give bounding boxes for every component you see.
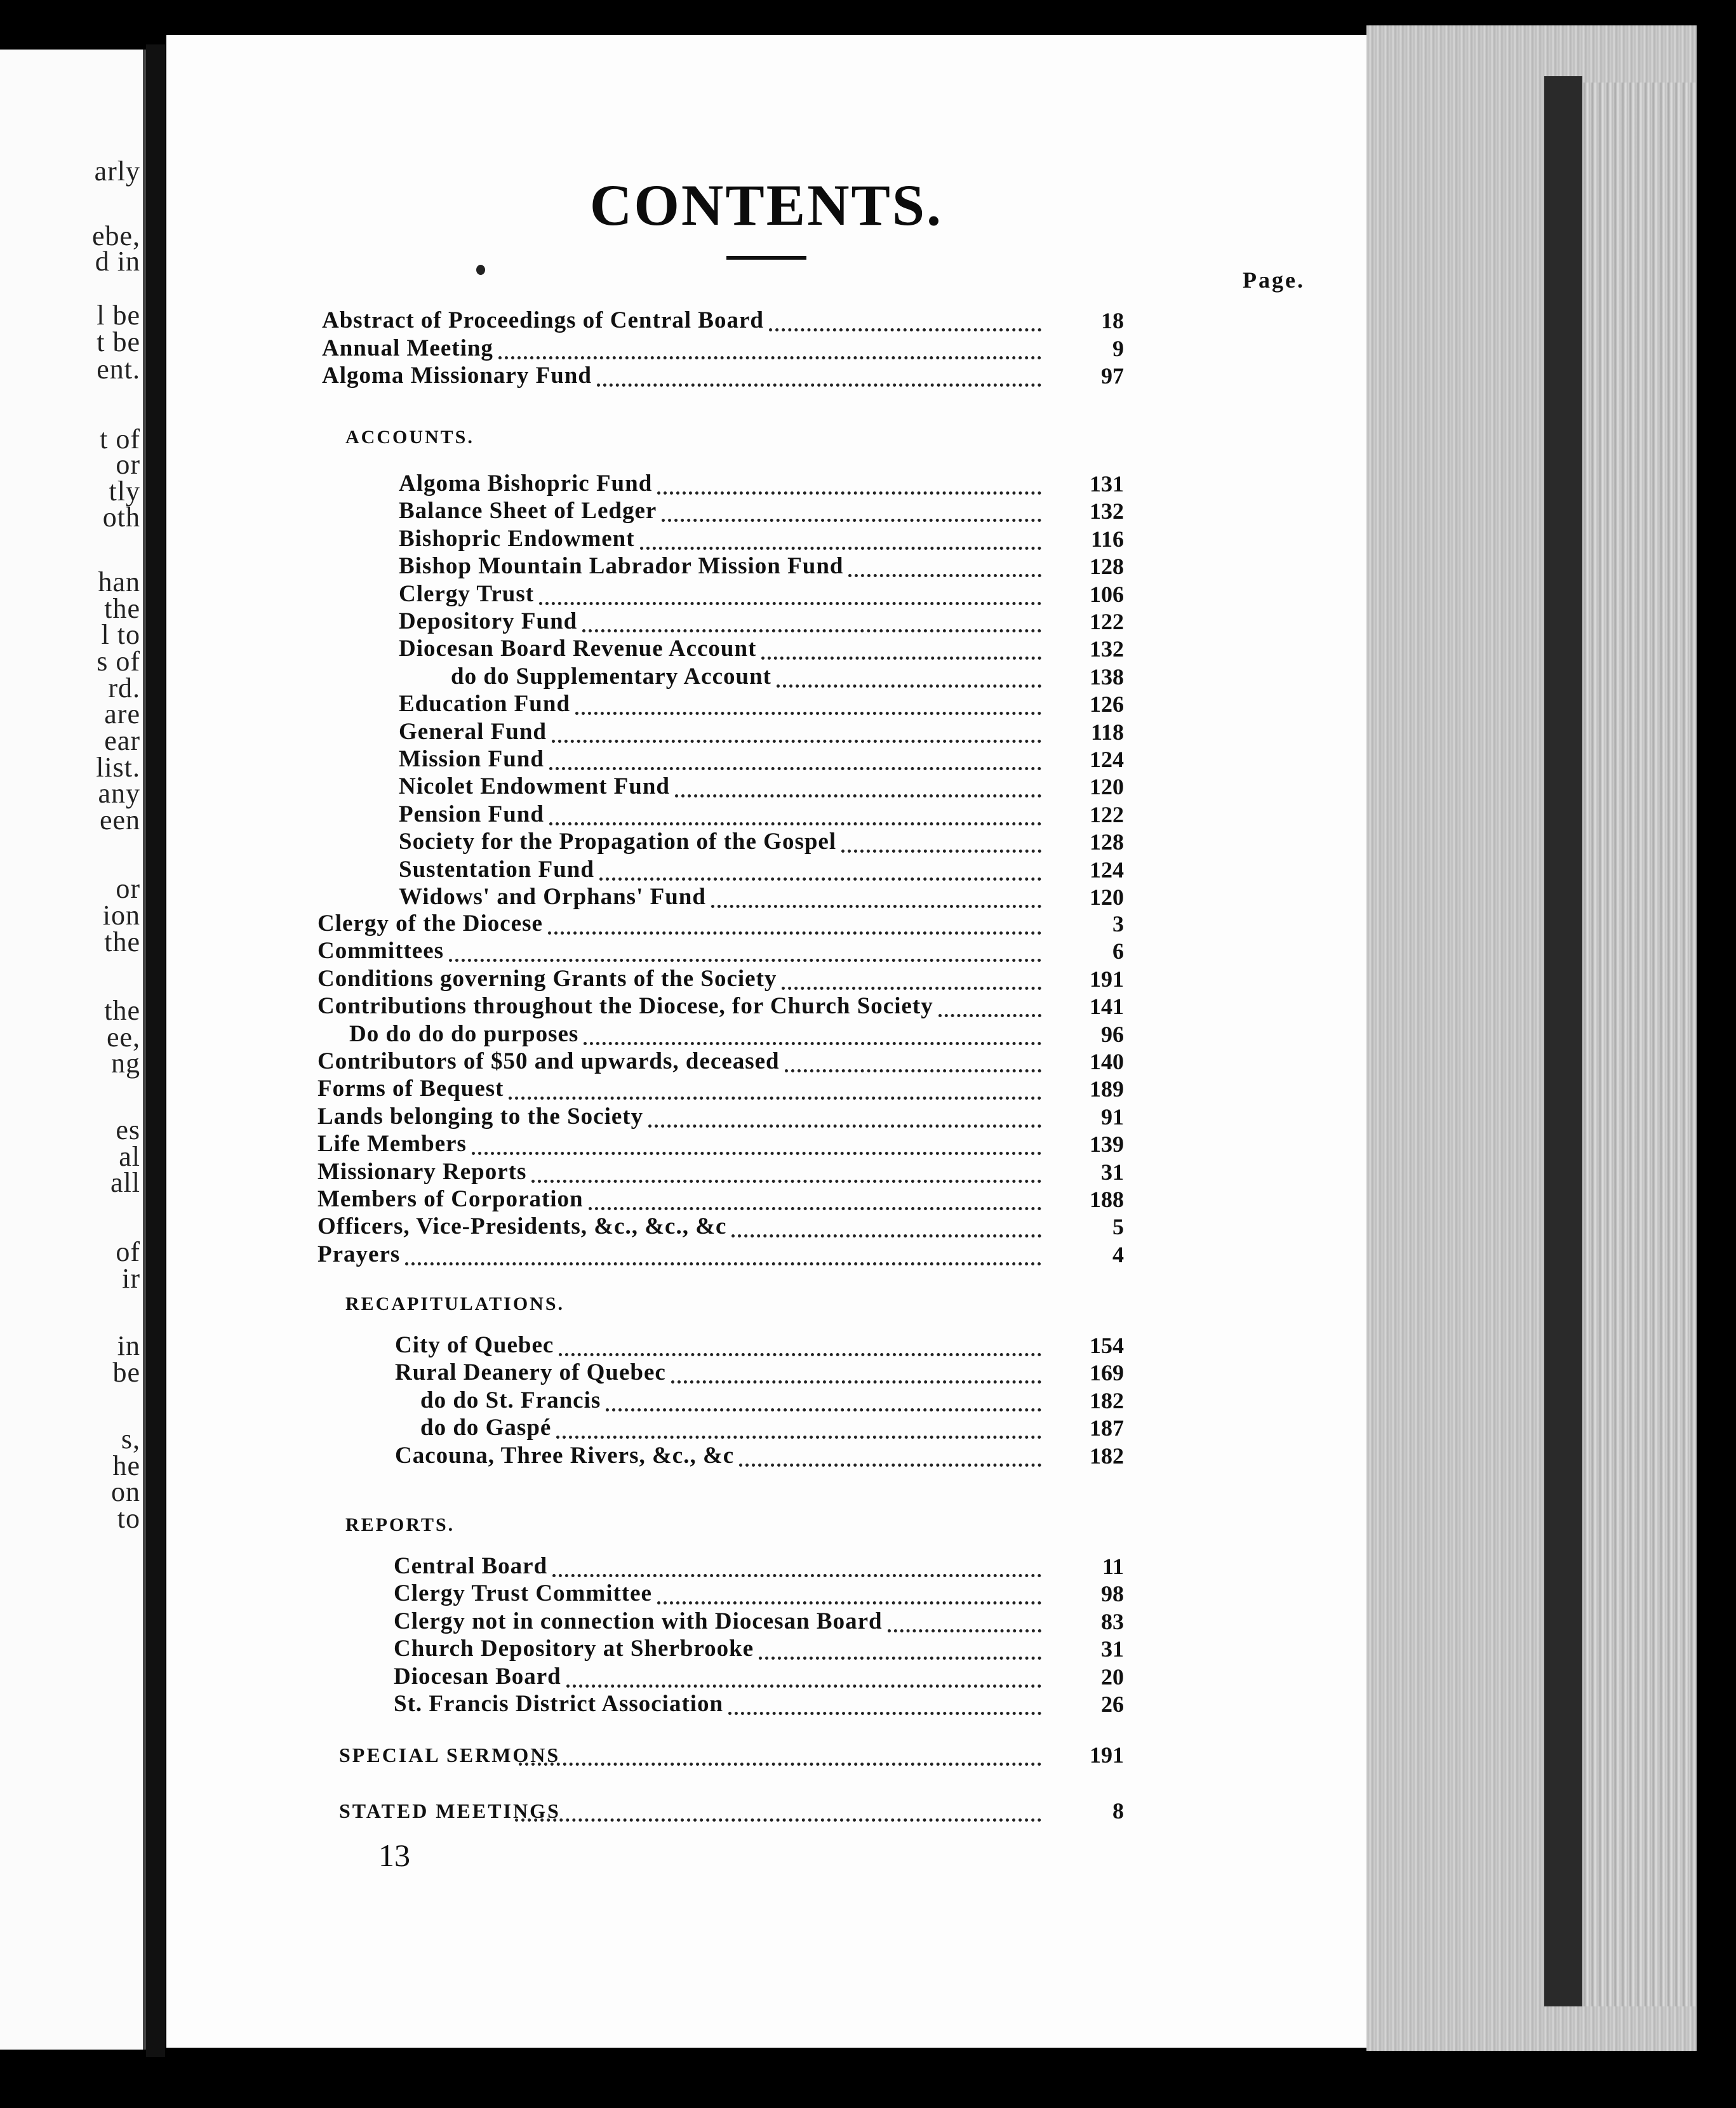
entry-label: City of Quebec [395, 1332, 554, 1358]
dot-leader [599, 874, 1041, 881]
contents-entry [399, 690, 1124, 718]
entry-page-number: 132 [1090, 498, 1124, 524]
dot-leader [769, 324, 1041, 331]
contents-entry [394, 1663, 1124, 1691]
left-page-text-fragment: s, [121, 1424, 140, 1455]
contents-entry [317, 1213, 1124, 1241]
entry-page-number: 4 [1112, 1241, 1124, 1267]
dot-leader [739, 1460, 1041, 1467]
entry-label: Diocesan Board [394, 1663, 561, 1690]
book-back-edges [1582, 83, 1697, 2006]
dot-leader [556, 1432, 1041, 1439]
entry-label: Algoma Missionary Fund [322, 363, 592, 389]
contents-entry [399, 773, 1124, 801]
entry-label: Bishopric Endowment [399, 525, 635, 552]
accounts-heading: ACCOUNTS. [345, 427, 474, 448]
left-page-text-fragment: t be [97, 326, 140, 357]
contents-entry [339, 1797, 1124, 1825]
contents-entry [339, 1741, 1124, 1769]
left-page-text-fragment: ent. [97, 354, 140, 385]
entry-page-number: 138 [1090, 664, 1124, 690]
dot-leader [549, 763, 1041, 770]
contents-entry [394, 1635, 1124, 1663]
dot-leader [759, 1653, 1041, 1660]
dot-leader [549, 818, 1041, 825]
contents-entry [399, 608, 1124, 636]
entry-label: Depository Fund [399, 608, 578, 634]
entry-page-number: 96 [1101, 1021, 1124, 1047]
entry-label: Bishop Mountain Labrador Mission Fund [399, 553, 844, 580]
left-page-text-fragment: all [110, 1167, 140, 1198]
entry-page-number: 9 [1112, 336, 1124, 361]
entry-label: Society for the Propagation of the Gospel [399, 829, 837, 855]
contents-entry [399, 745, 1124, 773]
contents-entry [395, 1331, 1124, 1359]
contents-entry [420, 1414, 1124, 1442]
dot-leader [597, 380, 1041, 387]
contents-entry [399, 552, 1124, 580]
entry-label: Annual Meeting [322, 335, 493, 361]
left-page-text-fragment: s of [97, 646, 140, 677]
contents-entry [322, 362, 1124, 390]
entry-page-number: 20 [1101, 1664, 1124, 1690]
entry-label: Church Depository at Sherbrooke [394, 1636, 754, 1662]
contents-entry [420, 1387, 1124, 1415]
entry-label: do do Supplementary Account [451, 663, 771, 690]
left-page-text-fragment: the [104, 593, 140, 624]
entry-page-number: 106 [1090, 581, 1124, 607]
contents-entry [399, 635, 1124, 663]
entry-label: Contributions throughout the Diocese, for Church Society [317, 993, 933, 1020]
contents-entry [322, 307, 1124, 335]
recapitulations-heading: RECAPITULATIONS. [345, 1293, 564, 1314]
contents-entry [317, 1130, 1124, 1158]
entry-page-number: 124 [1090, 747, 1124, 772]
contents-entry [399, 525, 1124, 553]
left-page-text-fragment: een [99, 804, 140, 836]
left-page-text-fragment: of [116, 1236, 140, 1267]
left-page-text-fragment: han [98, 566, 140, 597]
dot-leader [498, 352, 1041, 359]
dot-leader [657, 488, 1041, 495]
ink-mark [476, 265, 485, 275]
page-number: 13 [378, 1838, 410, 1873]
contents-entry [317, 910, 1124, 938]
left-page-text-fragment: tly [109, 476, 140, 507]
entry-page-number: 139 [1090, 1131, 1124, 1157]
entry-page-number: 5 [1112, 1214, 1124, 1240]
dot-leader [671, 1377, 1041, 1384]
left-page-text-fragment: are [104, 698, 140, 730]
entry-page-number: 26 [1101, 1691, 1124, 1717]
left-page-text-fragment: oth [102, 502, 140, 533]
entry-page-number: 6 [1112, 938, 1124, 964]
entry-label: Members of Corporation [317, 1186, 584, 1212]
entry-page-number: 120 [1090, 884, 1124, 910]
entry-label: Committees [317, 938, 444, 964]
left-page-text-fragment: t of [100, 424, 140, 455]
contents-entry [399, 470, 1124, 498]
entry-page-number: 128 [1090, 554, 1124, 580]
entry-page-number: 118 [1090, 719, 1124, 745]
left-page-text-fragment: or [116, 873, 140, 904]
entry-page-number: 128 [1090, 829, 1124, 855]
entry-label: Diocesan Board Revenue Account [399, 636, 757, 662]
dot-leader [515, 1815, 1041, 1822]
entry-page-number: 3 [1112, 911, 1124, 937]
contents-entry [399, 856, 1124, 884]
entry-page-number: 31 [1101, 1159, 1124, 1185]
entry-page-number: 122 [1090, 801, 1124, 827]
dot-leader [531, 1176, 1041, 1183]
dot-leader [785, 1065, 1041, 1072]
left-page-text-fragment: ee, [106, 1022, 140, 1053]
dot-leader [761, 653, 1041, 660]
entry-label: Rural Deanery of Quebec [395, 1359, 666, 1386]
contents-entry [317, 992, 1124, 1020]
entry-page-number: 189 [1090, 1076, 1124, 1102]
entry-page-number: 98 [1101, 1581, 1124, 1607]
dot-leader [888, 1625, 1041, 1632]
entry-page-number: 141 [1090, 994, 1124, 1020]
left-page-text-fragment: ebe, [91, 220, 140, 251]
left-page-text-fragment: l be [97, 300, 140, 331]
entry-label: Conditions governing Grants of the Society [317, 965, 777, 992]
entry-label: Mission Fund [399, 746, 544, 772]
dot-leader [519, 1759, 1041, 1766]
left-page-text-fragment: ear [104, 725, 140, 756]
left-page-text-fragment: he [112, 1450, 140, 1481]
entry-page-number: 154 [1090, 1333, 1124, 1358]
contents-entry [395, 1442, 1124, 1470]
left-page-text-fragment: be [112, 1357, 140, 1388]
contents-entry [317, 1158, 1124, 1186]
entry-page-number: 122 [1090, 609, 1124, 634]
entry-label: Life Members [317, 1131, 467, 1157]
left-page-text-fragment: d in [95, 246, 140, 277]
contents-entry [399, 718, 1124, 746]
entry-page-number: 182 [1090, 1387, 1124, 1413]
entry-label: Cacouna, Three Rivers, &c., &c [395, 1442, 735, 1469]
left-page-text-fragment: the [104, 926, 140, 957]
entry-label: St. Francis District Association [394, 1691, 724, 1717]
contents-entry [317, 1103, 1124, 1131]
left-page-text-fragment: or [116, 449, 140, 480]
dot-leader [589, 1203, 1041, 1210]
entry-page-number: 83 [1101, 1608, 1124, 1634]
entry-label: Clergy not in connection with Diocesan Board [394, 1608, 883, 1634]
entry-label: Abstract of Proceedings of Central Board [322, 307, 764, 333]
contents-entry [394, 1552, 1124, 1580]
reports-heading: REPORTS. [345, 1514, 455, 1535]
entry-label: Do do do do purposes [349, 1020, 579, 1047]
left-page-text-fragment: es [116, 1114, 140, 1145]
contents-entry [317, 937, 1124, 965]
contents-entry [349, 1020, 1124, 1048]
entry-page-number: 191 [1090, 1742, 1124, 1768]
left-page-text-fragment: al [119, 1141, 140, 1172]
dot-leader [841, 846, 1041, 853]
left-page-text-fragment: ion [102, 900, 140, 931]
entry-page-number: 126 [1090, 691, 1124, 717]
left-page-text-fragment: any [98, 778, 140, 809]
entry-label: SPECIAL SERMONS [339, 1744, 561, 1766]
dot-leader [539, 598, 1041, 605]
entry-page-number: 18 [1101, 308, 1124, 333]
left-facing-page [0, 50, 146, 2050]
dot-leader [848, 570, 1041, 577]
dot-leader [449, 955, 1041, 962]
dot-leader [405, 1258, 1041, 1265]
entry-page-number: 188 [1090, 1187, 1124, 1212]
contents-entry [451, 663, 1124, 691]
entry-label: Widows' and Orphans' Fund [399, 884, 706, 910]
entry-page-number: 140 [1090, 1049, 1124, 1074]
dot-leader [575, 708, 1041, 715]
entry-label: Officers, Vice-Presidents, &c., &c., &c [317, 1213, 727, 1240]
entry-page-number: 132 [1090, 636, 1124, 662]
entry-label: Pension Fund [399, 801, 544, 827]
entry-label: Algoma Bishopric Fund [399, 470, 653, 497]
entry-page-number: 116 [1090, 526, 1124, 552]
dot-leader [582, 625, 1041, 632]
dot-leader [662, 515, 1041, 522]
dot-leader [675, 790, 1041, 797]
dot-leader [648, 1121, 1041, 1128]
entry-page-number: 31 [1101, 1636, 1124, 1662]
entry-page-number: 169 [1090, 1360, 1124, 1386]
entry-label: Prayers [317, 1241, 401, 1267]
book-gutter [146, 44, 165, 2057]
entry-label: Balance Sheet of Ledger [399, 498, 657, 524]
dot-leader [711, 901, 1041, 908]
contents-entry [394, 1690, 1124, 1718]
dot-leader [640, 543, 1041, 550]
dot-leader [777, 681, 1041, 688]
entry-page-number: 182 [1090, 1443, 1124, 1469]
dot-leader [782, 983, 1041, 990]
entry-label: Nicolet Endowment Fund [399, 773, 670, 800]
dot-leader [566, 1681, 1041, 1688]
left-page-text-fragment: the [104, 995, 140, 1026]
contents-entry [322, 335, 1124, 363]
left-page-text-fragment: rd. [108, 672, 140, 704]
entry-label: Lands belonging to the Society [317, 1103, 644, 1130]
contents-entry [317, 1241, 1124, 1269]
left-page-text-fragment: arly [94, 156, 140, 187]
entry-page-number: 91 [1101, 1104, 1124, 1130]
dot-leader [606, 1404, 1041, 1411]
entry-label: Clergy of the Diocese [317, 911, 543, 937]
entry-page-number: 8 [1112, 1798, 1124, 1824]
entry-label: STATED MEETINGS [339, 1799, 561, 1822]
dot-leader [509, 1093, 1041, 1100]
dot-leader [728, 1708, 1041, 1715]
entry-label: Sustentation Fund [399, 856, 594, 883]
contents-entry [399, 828, 1124, 856]
dot-leader [938, 1010, 1041, 1017]
entry-page-number: 124 [1090, 857, 1124, 883]
entry-page-number: 11 [1102, 1554, 1124, 1579]
contents-entry [317, 1048, 1124, 1076]
title-rule [726, 256, 806, 260]
entry-label: do do St. Francis [420, 1387, 601, 1413]
left-page-text-fragment: list. [96, 752, 140, 783]
left-page-text-fragment: to [117, 1503, 140, 1534]
entry-label: General Fund [399, 718, 547, 745]
contents-entry [399, 497, 1124, 525]
page-title: CONTENTS. [589, 173, 944, 237]
dot-leader [559, 1349, 1041, 1356]
contents-entry [317, 1075, 1124, 1103]
dot-leader [548, 928, 1041, 935]
dot-leader [657, 1598, 1041, 1604]
left-page-text-fragment: on [111, 1476, 140, 1507]
contents-entry [399, 883, 1124, 911]
entry-page-number: 97 [1101, 363, 1124, 389]
contents-page [166, 35, 1366, 2048]
book-spine-shadow [1544, 76, 1582, 2006]
entry-page-number: 131 [1090, 471, 1124, 497]
dot-leader [584, 1038, 1041, 1045]
contents-entry [394, 1608, 1124, 1636]
entry-label: do do Gaspé [420, 1415, 552, 1441]
contents-entry [399, 801, 1124, 829]
entry-label: Clergy Trust Committee [394, 1580, 652, 1607]
dot-leader [552, 1570, 1041, 1577]
entry-label: Education Fund [399, 691, 571, 717]
entry-page-number: 120 [1090, 774, 1124, 800]
contents-entry [317, 965, 1124, 993]
entry-page-number: 191 [1090, 966, 1124, 992]
contents-entry [394, 1580, 1124, 1608]
entry-label: Central Board [394, 1553, 548, 1579]
dot-leader [731, 1231, 1041, 1237]
left-page-text-fragment: l to [101, 619, 140, 650]
contents-entry [395, 1359, 1124, 1387]
left-page-text-fragment: ir [122, 1263, 140, 1294]
contents-entry [399, 580, 1124, 608]
entry-label: Forms of Bequest [317, 1076, 504, 1102]
left-page-text-fragment: ng [111, 1048, 140, 1079]
entry-label: Clergy Trust [399, 580, 535, 607]
contents-entry [317, 1185, 1124, 1213]
entry-page-number: 187 [1090, 1415, 1124, 1441]
dot-leader [552, 736, 1041, 743]
entry-label: Contributors of $50 and upwards, deceased [317, 1048, 780, 1074]
dot-leader [472, 1148, 1041, 1155]
entry-label: Missionary Reports [317, 1158, 527, 1185]
page-column-header: Page. [1243, 267, 1305, 293]
left-page-text-fragment: in [117, 1330, 140, 1361]
